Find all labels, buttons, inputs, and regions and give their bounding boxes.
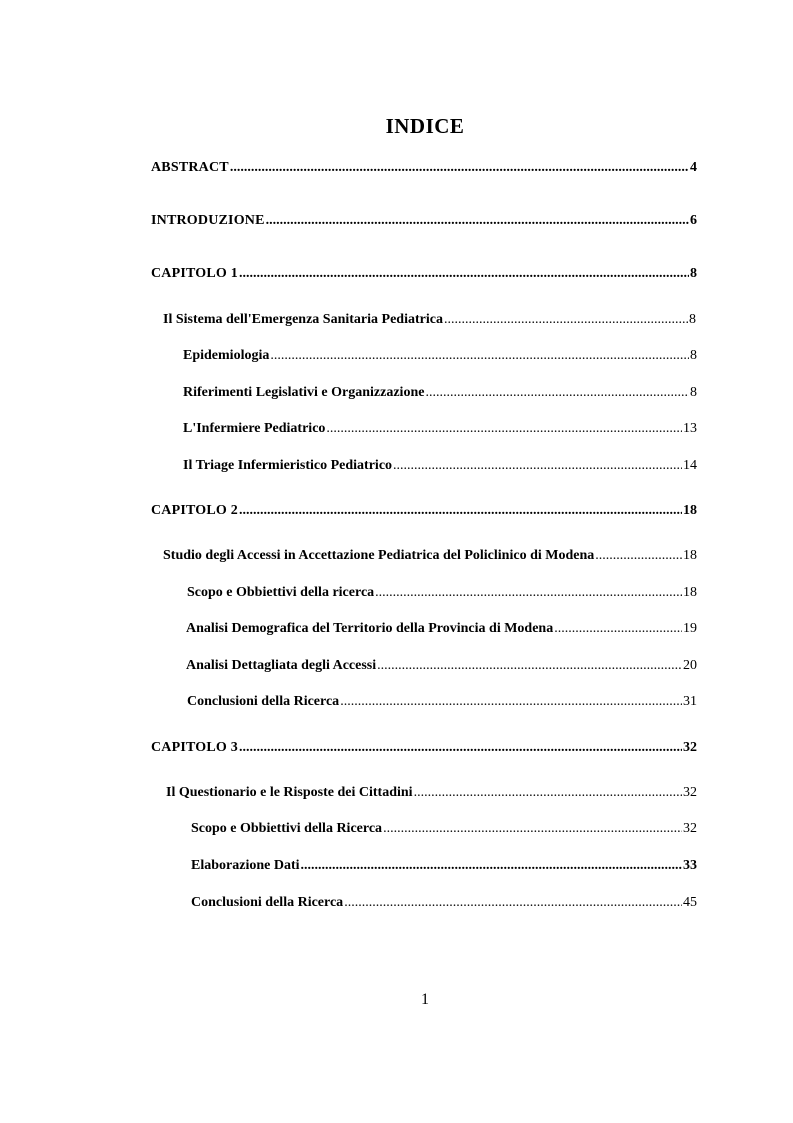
toc-entry-label: ABSTRACT [151,160,229,175]
toc-entry-label: Epidemiologia [183,348,270,363]
toc-entry-conclusioni-2[interactable] [191,894,697,912]
toc-entry-capitolo-3[interactable] [151,739,697,757]
toc-entry-label: Conclusioni della Ricerca [191,895,344,910]
toc-page-number: 32 [683,740,697,755]
page-number: 1 [421,991,429,1008]
toc-leader-dots [230,159,689,177]
toc-leader-dots [326,420,682,438]
toc-entry-conclusioni-1[interactable] [187,693,697,711]
toc-entry-abstract[interactable] [151,159,697,177]
toc-entry-riferimenti-legislativi[interactable] [183,384,697,402]
toc-page-number: 8 [690,385,697,400]
toc-leader-dots [425,384,689,402]
toc-entry-capitolo-2[interactable] [151,502,697,520]
toc-leader-dots [270,347,689,365]
toc-entry-analisi-demografica[interactable] [186,620,697,638]
toc-page-number: 8 [689,312,696,327]
toc-entry-label: Il Questionario e le Risposte dei Cittadini [166,785,413,800]
toc-page-number: 14 [683,458,697,473]
toc-entry-sistema-emergenza[interactable] [163,311,696,329]
toc-leader-dots [239,739,682,757]
toc-page-number: 31 [683,694,697,709]
toc-entry-label: INTRODUZIONE [151,213,265,228]
toc-entry-triage-infermieristico[interactable] [183,457,697,475]
toc-page-number: 32 [683,821,697,836]
toc-entry-label: CAPITOLO 1 [151,266,238,281]
toc-leader-dots [340,693,682,711]
toc-entry-studio-accessi[interactable] [163,547,697,565]
toc-page-number: 19 [683,621,697,636]
toc-entry-label: Conclusioni della Ricerca [187,694,340,709]
toc-entry-epidemiologia[interactable] [183,347,697,365]
page-title: INDICE [385,114,465,138]
toc-leader-dots [444,311,688,329]
toc-page-number: 6 [690,213,697,228]
toc-leader-dots [554,620,682,638]
toc-entry-introduzione[interactable] [151,212,697,230]
toc-entry-label: Analisi Dettagliata degli Accessi [186,658,377,673]
toc-leader-dots [414,784,682,802]
toc-page-number: 18 [683,548,697,563]
toc-entry-scopo-obbiettivi-2[interactable] [191,820,697,838]
toc-entry-label: Studio degli Accessi in Accettazione Pediatrica del Policlinico di Modena [163,548,595,563]
toc-entry-infermiere-pediatrico[interactable] [183,420,697,438]
toc-entry-label: L'Infermiere Pediatrico [183,421,326,436]
toc-page-number: 8 [690,266,697,281]
toc-entry-label: Scopo e Obbiettivi della ricerca [187,585,375,600]
toc-leader-dots [393,457,682,475]
toc-entry-label: CAPITOLO 3 [151,740,238,755]
toc-leader-dots [344,894,682,912]
toc-leader-dots [239,265,689,283]
toc-entry-label: Il Sistema dell'Emergenza Sanitaria Pediatrica [163,312,443,327]
toc-entry-label: Elaborazione Dati [191,858,300,873]
toc-entry-label: CAPITOLO 2 [151,503,238,518]
toc-leader-dots [375,584,682,602]
toc-entry-elaborazione-dati[interactable] [191,857,697,875]
toc-entry-scopo-obbiettivi-1[interactable] [187,584,697,602]
toc-page-number: 18 [683,585,697,600]
toc-page-number: 4 [690,160,697,175]
toc-page-number: 18 [683,503,697,518]
toc-entry-label: Riferimenti Legislativi e Organizzazione [183,385,425,400]
toc-page-number: 33 [683,858,697,873]
toc-page-number: 20 [683,658,697,673]
toc-entry-label: Analisi Demografica del Territorio della Provincia di Modena [186,621,554,636]
toc-leader-dots [377,657,682,675]
toc-entry-label: Il Triage Infermieristico Pediatrico [183,458,393,473]
toc-entry-capitolo-1[interactable] [151,265,697,283]
toc-page-number: 8 [690,348,697,363]
toc-page-number: 32 [683,785,697,800]
toc-entry-questionario[interactable] [166,784,697,802]
toc-entry-label: Scopo e Obbiettivi della Ricerca [191,821,383,836]
toc-page-number: 45 [683,895,697,910]
toc-page-number: 13 [683,421,697,436]
toc-leader-dots [383,820,682,838]
toc-leader-dots [239,502,682,520]
toc-leader-dots [595,547,682,565]
toc-leader-dots [301,857,683,875]
toc-entry-analisi-dettagliata[interactable] [186,657,697,675]
toc-leader-dots [266,212,689,230]
